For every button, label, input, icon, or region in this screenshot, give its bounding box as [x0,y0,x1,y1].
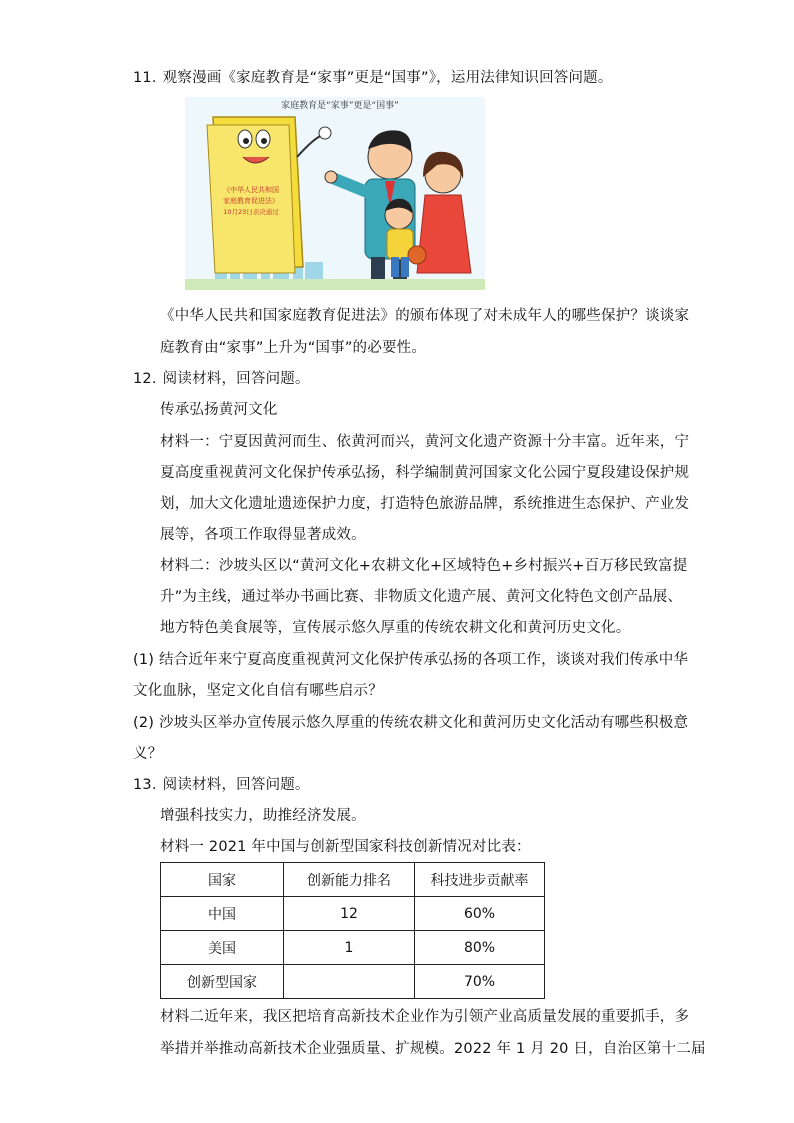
table-cell: 中国 [161,897,284,931]
q11-question-line2: 庭教育由“家事”上升为“国事”的必要性。 [160,340,427,356]
table-header-cell: 科技进步贡献率 [415,863,545,897]
grass-ground [185,279,485,290]
q12-number: 12. [133,371,157,387]
table-cell: 70% [415,965,545,999]
table-row [161,965,545,999]
q12-material1-line1: 材料一：宁夏因黄河而生、依黄河而兴，黄河文化遗产资源十分丰富。近年来，宁 [160,434,690,450]
table-cell: 1 [284,931,415,965]
q12-material1-line3: 划，加大文化遗址遗迹保护力度，打造特色旅游品牌，系统推进生态保护、产业发 [160,496,690,512]
q13-number: 13. [133,777,157,793]
comic-drawing [185,97,485,290]
q12-material2-line2: 升”为主线，通过举办书画比赛、非物质文化遗产展、黄河文化特色文创产品展、 [160,589,683,605]
q12-material2-line1: 材料二：沙坡头区以“黄河文化+农耕文化+区域特色+乡村振兴+百万移民致富提 [160,558,688,574]
q12-title: 传承弘扬黄河文化 [160,402,278,418]
comic-banner: 家庭教育是“家事”更是“国事” [281,101,399,111]
q12-material1-line2: 夏高度重视黄河文化保护传承弘扬，科学编制黄河国家文化公园宁夏段建设保护规 [160,465,690,481]
q11-prompt: 观察漫画《家庭教育是“家事”更是“国事”》，运用法律知识回答问题。 [162,70,613,86]
table-cell: 12 [284,897,415,931]
table-cell: 创新型国家 [161,965,284,999]
table-cell: 美国 [161,931,284,965]
q11-question-line1: 《中华人民共和国家庭教育促进法》的颁布体现了对未成年人的哪些保护？谈谈家 [160,308,690,324]
q12-sub1-line1: (1) 结合近年来宁夏高度重视黄河文化保护传承弘扬的各项工作，谈谈对我们传承中华 [133,652,689,668]
q13-prompt: 阅读材料，回答问题。 [162,777,310,793]
q13-material2-line1: 材料二近年来，我区把培育高新技术企业作为引领产业高质量发展的重要抓手，多 [160,1009,690,1025]
q12-sub2-line1: (2) 沙坡头区举办宣传展示悠久厚重的传统农耕文化和黄河历史文化活动有哪些积极意 [133,715,689,731]
table-cell: 80% [415,931,545,965]
table-cell [284,965,415,999]
comic-illustration [185,97,485,290]
table-row [161,931,545,965]
q13-title: 增强科技实力，助推经济发展。 [160,808,366,824]
table-row [161,897,545,931]
q12-sub1-line2: 文化血脉，坚定文化自信有哪些启示？ [133,683,383,699]
book-title-line1: 《中华人民共和国 [223,186,279,194]
table-header-cell: 创新能力排名 [284,863,415,897]
table-header-row [161,863,545,897]
book-title-line2: 家庭教育促进法》 [223,197,279,205]
q12-material1-line4: 展等，各项工作取得显著成效。 [160,527,366,543]
table-header-cell: 国家 [161,863,284,897]
q12-sub2-line2: 义？ [133,746,163,762]
q12-prompt: 阅读材料，回答问题。 [162,371,310,387]
book-date-line: 10月23日表决通过 [223,208,279,216]
innovation-comparison-table [160,862,545,999]
table-cell: 60% [415,897,545,931]
q13-material1-intro: 材料一 2021 年中国与创新型国家科技创新情况对比表： [160,839,531,855]
q13-material2-line2: 举措并举推动高新技术企业强质量、扩规模。2022 年 1 月 20 日，自治区第十二届 [160,1041,706,1057]
q12-prompt-line [133,369,310,389]
q13-prompt-line [133,775,310,795]
q11-prompt-line [133,68,613,88]
q12-material2-line3: 地方特色美食展等，宣传展示悠久厚重的传统农耕文化和黄河历史文化。 [160,620,631,636]
q11-number: 11. [133,70,157,86]
